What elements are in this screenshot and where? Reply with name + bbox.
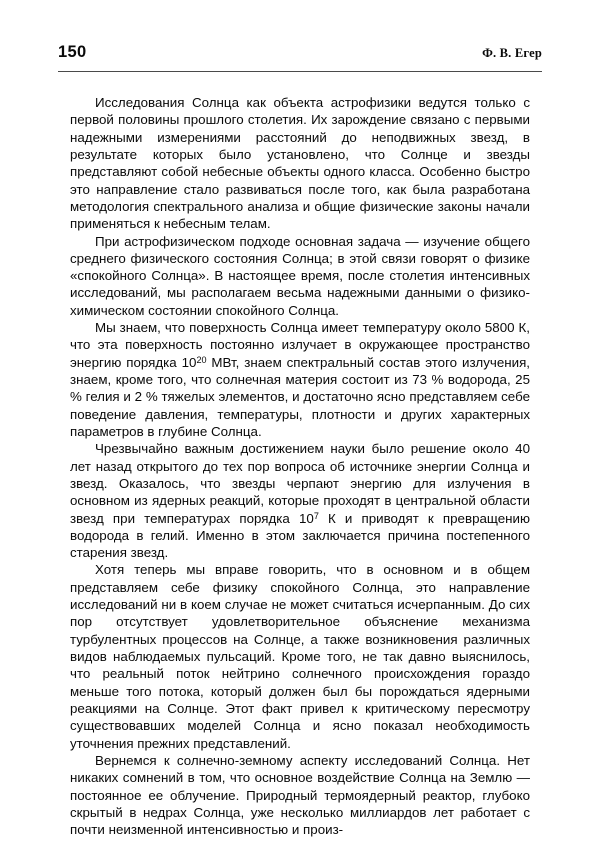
author-name: Ф. В. Егер <box>482 46 542 60</box>
paragraph: Чрезвычайно важным достижением науки было решение около 40 лет назад открытого до тех пор вопроса об источнике энергии Солнца и звезд. Оказалось, что звезды черпают энергию для излучения в основном из ядерных реакций, которые проходят в центральной области звезд при температурах порядка $10^7$ К и приводят к превращению водорода в гелий. Именно в этом заключается причина постепенного старения звезд. <box>70 441 530 561</box>
body-text <box>70 94 530 838</box>
paragraph: Мы знаем, что поверхность Солнца имеет температуру около 5800 К, что эта поверхность постоянно излучает в окружающее пространство энергию порядка $10^{20}$ МВт, знаем спектральный состав этого излучения, знаем, кроме того, что солнечная материя состоит из 73 % водорода, 25 % гелия и 2 % тяжелых элементов, и достаточно ясно представляем себе поведение давления, температуры, плотности и других характерных параметров в глубине Солнца. <box>70 320 530 439</box>
superscript: 20 <box>196 354 207 365</box>
superscript: 7 <box>313 510 319 521</box>
page-number: 150 <box>58 43 87 61</box>
paragraph: При астрофизическом подходе основная задача — изучение общего среднего физического состояния Солнца; в этой связи говорят о физике «спокойного Солнца». В настоящее время, после столетия интенсивных исследований, мы располагаем весьма надежными данными о физико-химическом состоянии спокойного Солнца. <box>70 233 530 318</box>
running-head <box>58 44 542 66</box>
paragraph: Хотя теперь мы вправе говорить, что в основном и в общем представляем себе физику спокойного Солнца, это направление исследований ни в коем случае не может считаться исчерпанным. До сих пор отсутствует удовлетворительное объяснение механизма турбулентных процессов на Солнце, а также возникновения различных видов наблюдаемых пульсаций. Кроме того, не так давно выяснилось, что реальный поток нейтрино солнечного происхождения гораздо меньше того потока, который должен был бы порождаться ядерными реакциями на Солнце. Этот факт привел к критическому пересмотру существовавших моделей Солнца и ясно показал необходимость уточнения прежних представлений. <box>70 562 530 751</box>
header-rule <box>58 71 542 72</box>
paragraph: Вернемся к солнечно-земному аспекту исследований Солнца. Нет никаких сомнений в том, что основное воздействие Солнца на Землю — постоянное ее облучение. Природный термоядерный реактор, глубоко скрытый в недрах Солнца, уже несколько миллиардов лет работает с почти неизменной интенсивностью и произ- <box>70 752 530 838</box>
paragraph: Исследования Солнца как объекта астрофизики ведутся только с первой половины прошлого столетия. Их зарождение связано с первыми надежными измерениями расстояний до неподвижных звезд, в результате которых было установлено, что Солнце и звезды представляют собой небесные объекты одного класса. Особенно быстро это направление стало развиваться после того, как была разработана методология спектрального анализа и общие физические законы начали применяться к небесным телам. <box>70 95 530 232</box>
